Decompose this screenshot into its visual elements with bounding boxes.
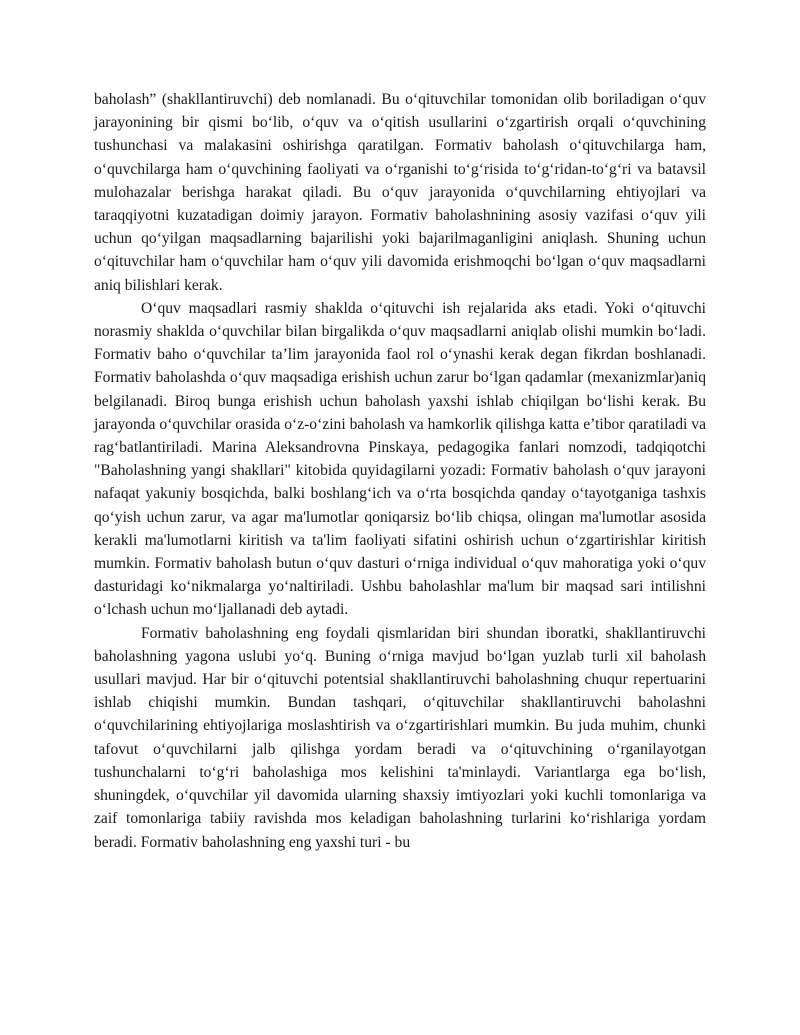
paragraph-1: baholash” (shakllantiruvchi) deb nomlanadi. Bu o‘qituvchilar tomonidan olib boriladigan o‘quv jarayonining bir qismi bo‘lib, o‘quv va o‘qitish usullarini o‘zgartirish orqali o‘quvchining tushunchasi va malakasini oshirishga qaratilgan. Formativ baholash o‘qituvchilarga ham, o‘quvchilarga ham o‘quvchining faoliyati va o‘rganishi to‘g‘risida to‘g‘ridan-to‘g‘ri va batavsil mulohazalar berishga harakat qiladi. Bu o‘quv jarayonida o‘quvchilarning ehtiyojlari va taraqqiyotni kuzatadigan doimiy jarayon. Formativ baholashnining asosiy vazifasi o‘quv yili uchun qo‘yilgan maqsadlarning bajarilishi yoki bajarilmaganligini aniqlash. Shuning uchun o‘qituvchilar ham o‘quvchilar ham o‘quv yili davomida erishmoqchi bo‘lgan o‘quv maqsadlarni aniq bilishlari kerak.: [94, 91, 706, 294]
body-text: [94, 88, 706, 854]
paragraph-2: O‘quv maqsadlari rasmiy shaklda o‘qituvchi ish rejalarida aks etadi. Yoki o‘qituvchi norasmiy shaklda o‘quvchilar bilan birgalikda o‘quv maqsadlarni aniqlab olishi mumkin bo‘ladi. Formativ baho o‘quvchilar ta’lim jarayonida faol rol o‘ynashi kerak degan fikrdan boshlanadi. Formativ baholashda o‘quv maqsadiga erishish uchun zarur bo‘lgan qadamlar (mexanizmlar)aniq belgilanadi. Biroq bunga erishish uchun baholash yaxshi ishlab chiqilgan bo‘lishi kerak. Bu jarayonda o‘quvchilar orasida o‘z-o‘zini baholash va hamkorlik qilishga katta e’tibor qaratiladi va rag‘batlantiriladi. Marina Aleksandrovna Pinskaya, pedagogika fanlari nomzodi, tadqiqotchi "Baholashning yangi shakllari" kitobida quyidagilarni yozadi: Formativ baholash o‘quv jarayoni nafaqat yakuniy bosqichda, balki boshlang‘ich va o‘rta bosqichda qanday o‘tayotganiga tashxis qo‘yish uchun zarur, va agar ma'lumotlar qoniqarsiz bo‘lib chiqsa, olingan ma'lumotlar asosida kerakli ma'lumotlarni kiritish va ta'lim faoliyati sifatini oshirish uchun o‘zgartirishlar kiritish mumkin. Formativ baholash butun o‘quv dasturi o‘rniga individual o‘quv mahoratiga yoki o‘quv dasturidagi ko‘nikmalarga yo‘naltiriladi. Ushbu baholashlar ma'lum bir maqsad sari intilishni o‘lchash uchun mo‘ljallanadi deb aytadi.: [94, 299, 706, 619]
paragraph-3: Formativ baholashning eng foydali qismlaridan biri shundan iboratki, shakllantiruvchi baholashning yagona uslubi yo‘q. Buning o‘rniga mavjud bo‘lgan yuzlab turli xil baholash usullari mavjud. Har bir o‘qituvchi potentsial shakllantiruvchi baholashning chuqur repertuarini ishlab chiqishi mumkin. Bundan tashqari, o‘qituvchilar shakllantiruvchi baholashni o‘quvchilarining ehtiyojlariga moslashtirish va o‘zgartirishlari mumkin. Bu juda muhim, chunki tafovut o‘quvchilarni jalb qilishga yordam beradi va o‘qituvchining o‘rganilayotgan tushunchalarni to‘g‘ri baholashiga mos kelishini ta'minlaydi. Variantlarga ega bo‘lish, shuningdek, o‘quvchilar yil davomida ularning shaxsiy imtiyozlari yoki kuchli tomonlariga va zaif tomonlariga tabiiy ravishda mos keladigan baholashning turlarini ko‘rishlariga yordam beradi. Formativ baholashning eng yaxshi turi - bu: [94, 624, 706, 851]
